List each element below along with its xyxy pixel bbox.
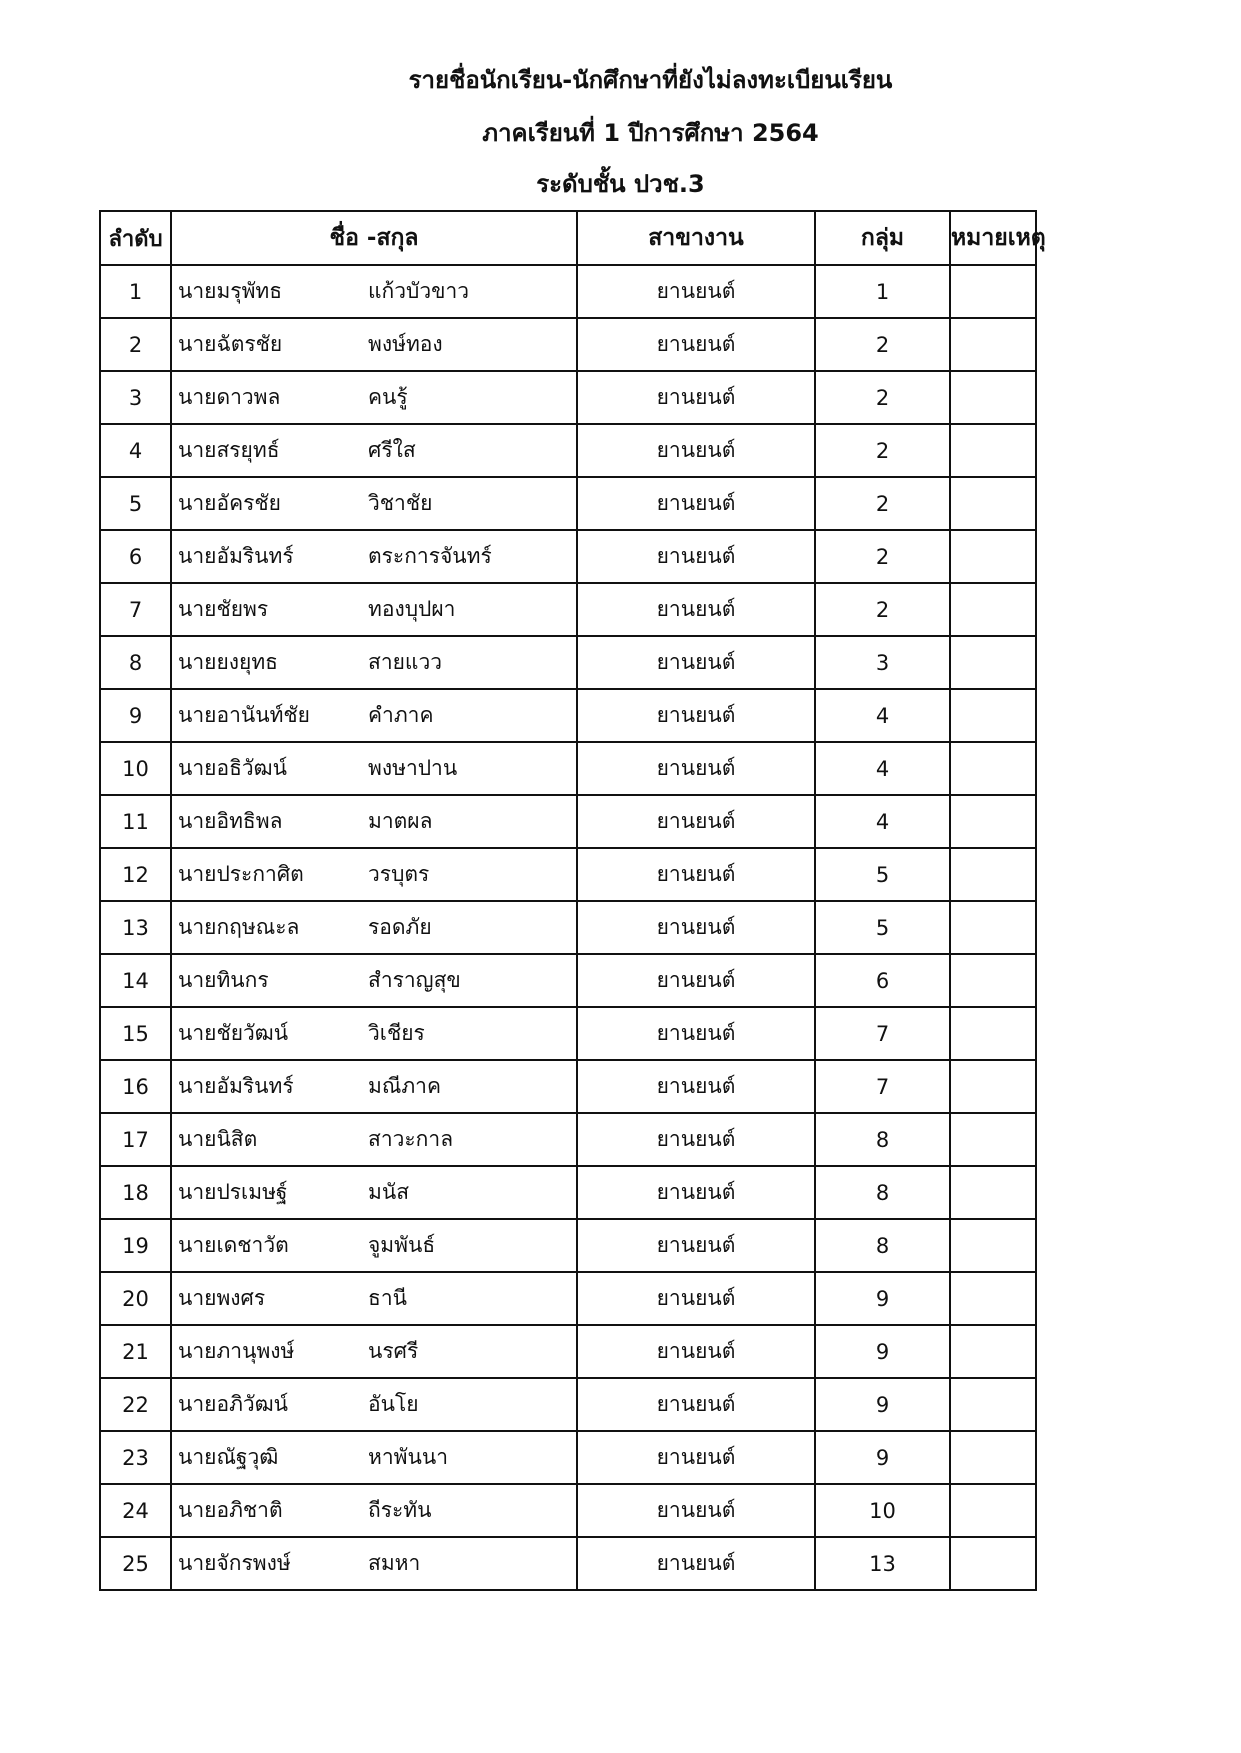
cell-name [171, 1219, 577, 1272]
table-row [100, 1378, 1036, 1431]
last-name: สมหา [368, 1551, 421, 1575]
cell-group: 9 [815, 1431, 950, 1484]
cell-name [171, 1431, 577, 1484]
cell-group: 2 [815, 530, 950, 583]
cell-no: 9 [100, 689, 171, 742]
cell-group: 9 [815, 1272, 950, 1325]
cell-major: ยานยนต์ [577, 795, 815, 848]
first-name: นายมรุพัทธ [178, 279, 283, 303]
last-name: สายแวว [368, 650, 443, 674]
cell-note [950, 371, 1036, 424]
cell-no: 8 [100, 636, 171, 689]
cell-name [171, 1484, 577, 1537]
cell-name [171, 795, 577, 848]
cell-name [171, 689, 577, 742]
cell-no: 1 [100, 265, 171, 318]
table-row [100, 901, 1036, 954]
cell-major: ยานยนต์ [577, 1060, 815, 1113]
cell-note [950, 689, 1036, 742]
cell-no: 18 [100, 1166, 171, 1219]
cell-major: ยานยนต์ [577, 1272, 815, 1325]
first-name: นายสรยุทธ์ [178, 438, 280, 462]
first-name: นายฉัตรชัย [178, 332, 283, 356]
cell-major: ยานยนต์ [577, 742, 815, 795]
first-name: นายอภิชาติ [178, 1498, 283, 1522]
cell-name [171, 901, 577, 954]
last-name: วิเชียร [368, 1021, 425, 1045]
cell-no: 25 [100, 1537, 171, 1590]
cell-group: 7 [815, 1007, 950, 1060]
cell-group: 4 [815, 689, 950, 742]
cell-note [950, 477, 1036, 530]
last-name: แก้วบัวขาว [368, 279, 470, 303]
cell-major: ยานยนต์ [577, 636, 815, 689]
cell-group: 10 [815, 1484, 950, 1537]
document-title [0, 60, 1241, 99]
cell-major: ยานยนต์ [577, 583, 815, 636]
table-row [100, 1484, 1036, 1537]
cell-no: 5 [100, 477, 171, 530]
table-row [100, 1060, 1036, 1113]
cell-note [950, 583, 1036, 636]
last-name: สาวะกาล [368, 1127, 454, 1151]
table-header-row [100, 211, 1036, 265]
cell-major: ยานยนต์ [577, 1537, 815, 1590]
cell-group: 7 [815, 1060, 950, 1113]
table-row [100, 371, 1036, 424]
cell-major: ยานยนต์ [577, 1219, 815, 1272]
cell-major: ยานยนต์ [577, 1431, 815, 1484]
last-name: พงษาปาน [368, 756, 458, 780]
last-name: ทองบุปผา [368, 597, 456, 621]
cell-major: ยานยนต์ [577, 954, 815, 1007]
first-name: นายชัยวัฒน์ [178, 1021, 289, 1045]
cell-no: 24 [100, 1484, 171, 1537]
first-name: นายดาวพล [178, 385, 281, 409]
cell-major: ยานยนต์ [577, 477, 815, 530]
table-row [100, 1007, 1036, 1060]
cell-group: 3 [815, 636, 950, 689]
cell-name [171, 318, 577, 371]
first-name: นายปรเมษฐ์ [178, 1180, 288, 1204]
cell-name [171, 265, 577, 318]
cell-name [171, 1113, 577, 1166]
first-name: นายนิสิต [178, 1127, 258, 1151]
cell-group: 9 [815, 1325, 950, 1378]
cell-no: 4 [100, 424, 171, 477]
cell-major: ยานยนต์ [577, 1325, 815, 1378]
cell-no: 2 [100, 318, 171, 371]
first-name: นายอานันท์ชัย [178, 703, 310, 727]
cell-name [171, 477, 577, 530]
last-name: พงษ์ทอง [368, 332, 443, 356]
table-row [100, 848, 1036, 901]
cell-note [950, 265, 1036, 318]
cell-major: ยานยนต์ [577, 371, 815, 424]
cell-note [950, 1113, 1036, 1166]
table-row [100, 689, 1036, 742]
cell-note [950, 424, 1036, 477]
last-name: คนรู้ [368, 385, 408, 409]
cell-name [171, 583, 577, 636]
cell-name [171, 1378, 577, 1431]
last-name: วิชาชัย [368, 491, 433, 515]
cell-note [950, 1219, 1036, 1272]
document-subtitle-level [0, 164, 1241, 203]
table-row [100, 424, 1036, 477]
cell-group: 8 [815, 1113, 950, 1166]
table-row [100, 795, 1036, 848]
cell-name [171, 1272, 577, 1325]
cell-group: 9 [815, 1378, 950, 1431]
first-name: นายประกาศิต [178, 862, 304, 886]
cell-note [950, 1537, 1036, 1590]
last-name: ถีระทัน [368, 1498, 432, 1522]
last-name: ศรีใส [368, 438, 416, 462]
first-name: นายเดชาวัต [178, 1233, 289, 1257]
cell-group: 13 [815, 1537, 950, 1590]
first-name: นายณัฐวุฒิ [178, 1445, 279, 1469]
cell-note [950, 1272, 1036, 1325]
cell-no: 10 [100, 742, 171, 795]
first-name: นายอัมรินทร์ [178, 544, 294, 568]
cell-major: ยานยนต์ [577, 901, 815, 954]
cell-major: ยานยนต์ [577, 1113, 815, 1166]
last-name: สำราญสุข [368, 968, 461, 992]
cell-note [950, 1325, 1036, 1378]
last-name: นรศรี [368, 1339, 419, 1363]
cell-name [171, 424, 577, 477]
cell-group: 4 [815, 742, 950, 795]
first-name: นายชัยพร [178, 597, 269, 621]
cell-note [950, 318, 1036, 371]
header-group: กลุ่ม [815, 211, 950, 265]
cell-no: 21 [100, 1325, 171, 1378]
last-name: ตระการจันทร์ [368, 544, 492, 568]
cell-group: 8 [815, 1166, 950, 1219]
last-name: อันโย [368, 1392, 419, 1416]
table-row [100, 318, 1036, 371]
cell-major: ยานยนต์ [577, 265, 815, 318]
title-line-3: ระดับชั้น ปวช.3 [536, 170, 705, 198]
table-row [100, 530, 1036, 583]
first-name: นายกฤษณะล [178, 915, 300, 939]
header-note: หมายเหตุ [950, 211, 1036, 265]
last-name: มณีภาค [368, 1074, 442, 1098]
cell-name [171, 1325, 577, 1378]
cell-name [171, 636, 577, 689]
last-name: มาตผล [368, 809, 433, 833]
last-name: คำภาค [368, 703, 434, 727]
table-row [100, 477, 1036, 530]
cell-group: 8 [815, 1219, 950, 1272]
cell-name [171, 742, 577, 795]
cell-name [171, 848, 577, 901]
cell-name [171, 1060, 577, 1113]
cell-name [171, 954, 577, 1007]
last-name: รอดภัย [368, 915, 432, 939]
cell-no: 13 [100, 901, 171, 954]
cell-group: 1 [815, 265, 950, 318]
first-name: นายยงยุทธ [178, 650, 278, 674]
header-major: สาขางาน [577, 211, 815, 265]
cell-no: 23 [100, 1431, 171, 1484]
cell-major: ยานยนต์ [577, 1166, 815, 1219]
cell-group: 5 [815, 848, 950, 901]
table-row [100, 583, 1036, 636]
cell-no: 3 [100, 371, 171, 424]
cell-note [950, 1431, 1036, 1484]
header-no: ลำดับ [100, 211, 171, 265]
cell-note [950, 1060, 1036, 1113]
cell-no: 15 [100, 1007, 171, 1060]
cell-group: 2 [815, 371, 950, 424]
cell-no: 11 [100, 795, 171, 848]
table-row [100, 1325, 1036, 1378]
table-body [100, 265, 1036, 1590]
first-name: นายอัครชัย [178, 491, 281, 515]
cell-no: 17 [100, 1113, 171, 1166]
cell-major: ยานยนต์ [577, 1484, 815, 1537]
table-row [100, 265, 1036, 318]
cell-major: ยานยนต์ [577, 318, 815, 371]
cell-no: 16 [100, 1060, 171, 1113]
cell-group: 2 [815, 424, 950, 477]
first-name: นายอัมรินทร์ [178, 1074, 294, 1098]
cell-no: 22 [100, 1378, 171, 1431]
cell-group: 2 [815, 318, 950, 371]
table-row [100, 1272, 1036, 1325]
cell-group: 2 [815, 583, 950, 636]
header-name: ชื่อ -สกุล [171, 211, 577, 265]
cell-group: 6 [815, 954, 950, 1007]
cell-major: ยานยนต์ [577, 530, 815, 583]
first-name: นายอิทธิพล [178, 809, 283, 833]
cell-note [950, 530, 1036, 583]
table-row [100, 1219, 1036, 1272]
cell-no: 7 [100, 583, 171, 636]
cell-group: 2 [815, 477, 950, 530]
cell-no: 20 [100, 1272, 171, 1325]
student-roster-table [99, 210, 1046, 1591]
table-row [100, 1113, 1036, 1166]
last-name: หาพันนา [368, 1445, 448, 1469]
table-row [100, 742, 1036, 795]
cell-note [950, 636, 1036, 689]
cell-note [950, 901, 1036, 954]
cell-no: 19 [100, 1219, 171, 1272]
last-name: ธานี [368, 1286, 407, 1310]
cell-name [171, 371, 577, 424]
first-name: นายพงศร [178, 1286, 266, 1310]
first-name: นายจักรพงษ์ [178, 1551, 291, 1575]
table-row [100, 1537, 1036, 1590]
title-line-2: ภาคเรียนที่ 1 ปีการศึกษา 2564 [482, 119, 819, 147]
cell-name [171, 1537, 577, 1590]
cell-note [950, 1484, 1036, 1537]
table-row [100, 636, 1036, 689]
cell-major: ยานยนต์ [577, 1007, 815, 1060]
cell-no: 6 [100, 530, 171, 583]
cell-group: 5 [815, 901, 950, 954]
cell-major: ยานยนต์ [577, 689, 815, 742]
table-row [100, 1166, 1036, 1219]
document-subtitle-term [0, 113, 1241, 152]
cell-major: ยานยนต์ [577, 848, 815, 901]
first-name: นายทินกร [178, 968, 269, 992]
cell-note [950, 848, 1036, 901]
cell-no: 14 [100, 954, 171, 1007]
last-name: มนัส [368, 1180, 410, 1204]
cell-group: 4 [815, 795, 950, 848]
first-name: นายภานุพงษ์ [178, 1339, 295, 1363]
table-row [100, 954, 1036, 1007]
cell-name [171, 530, 577, 583]
cell-major: ยานยนต์ [577, 1378, 815, 1431]
cell-no: 12 [100, 848, 171, 901]
cell-note [950, 795, 1036, 848]
last-name: วรบุตร [368, 862, 430, 886]
cell-note [950, 1166, 1036, 1219]
cell-note [950, 954, 1036, 1007]
cell-name [171, 1007, 577, 1060]
table-row [100, 1431, 1036, 1484]
first-name: นายอภิวัฒน์ [178, 1392, 289, 1416]
title-line-1: รายชื่อนักเรียน-นักศึกษาที่ยังไม่ลงทะเบียนเรียน [408, 66, 893, 94]
last-name: จูมพันธ์ [368, 1233, 436, 1257]
first-name: นายอธิวัฒน์ [178, 756, 287, 780]
cell-major: ยานยนต์ [577, 424, 815, 477]
cell-note [950, 1007, 1036, 1060]
cell-note [950, 742, 1036, 795]
cell-note [950, 1378, 1036, 1431]
cell-name [171, 1166, 577, 1219]
